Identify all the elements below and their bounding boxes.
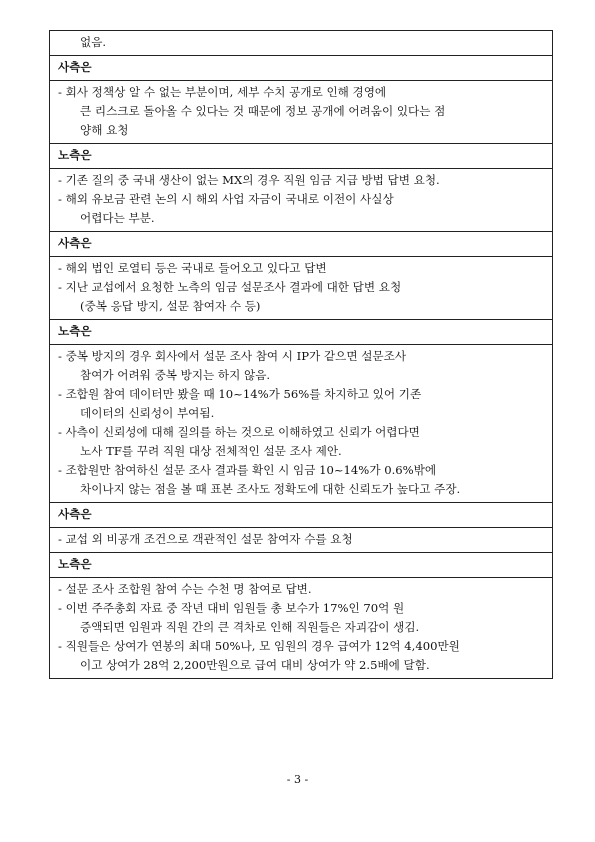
speaker-header-row [50, 56, 553, 81]
speaker-header-row [50, 232, 553, 257]
continued-text: 없음. [80, 35, 107, 49]
content-row [50, 528, 553, 553]
bullet-continuation: 차이나지 않는 점을 볼 때 표본 조사도 정확도에 대한 신뢰도가 높다고 주장. [80, 482, 461, 496]
bullet-continuation: 데이터의 신뢰성이 부여됨. [80, 406, 215, 420]
bullet-item: - 해외 법인 로열티 등은 국내로 들어오고 있다고 답변 [58, 261, 327, 275]
content-row [50, 31, 553, 56]
speaker-label: 노측은 [50, 553, 553, 578]
content-row [50, 81, 553, 144]
bullet-continuation: 양해 요청 [80, 123, 129, 137]
speaker-header-row [50, 553, 553, 578]
content-row [50, 257, 553, 320]
speaker-header-row [50, 320, 553, 345]
content-cell [50, 578, 553, 679]
content-cell [50, 31, 553, 56]
bullet-item: - 이번 주주총회 자료 중 작년 대비 임원들 총 보수가 17%인 70억 원 [58, 601, 405, 615]
bullet-continuation: 참여가 어려워 중복 방지는 하지 않음. [80, 368, 271, 382]
bullet-continuation: 어렵다는 부분. [80, 211, 155, 225]
speaker-label: 사측은 [50, 56, 553, 81]
bullet-continuation: (중복 응답 방지, 설문 참여자 수 등) [80, 299, 261, 313]
content-row [50, 578, 553, 679]
content-cell [50, 257, 553, 320]
content-row [50, 169, 553, 232]
content-cell [50, 169, 553, 232]
bullet-item: - 사측이 신뢰성에 대해 질의를 하는 것으로 이해하였고 신뢰가 어렵다면 [58, 425, 420, 439]
document-page [49, 30, 553, 679]
bullet-continuation: 큰 리스크로 돌아올 수 있다는 것 때문에 정보 공개에 어려움이 있다는 점 [80, 104, 446, 118]
speaker-label: 사측은 [50, 503, 553, 528]
content-row [50, 345, 553, 503]
bullet-continuation: 이고 상여가 28억 2,200만원으로 급여 대비 상여가 약 2.5배에 달함. [80, 658, 430, 672]
minutes-table-body [50, 31, 553, 679]
speaker-label: 사측은 [50, 232, 553, 257]
speaker-label: 노측은 [50, 320, 553, 345]
page-number: - 3 - [286, 773, 309, 786]
content-cell [50, 528, 553, 553]
bullet-item: - 조합원 참여 데이터만 봤을 때 10~14%가 56%를 차지하고 있어 기존 [58, 387, 422, 401]
bullet-item: - 조합원만 참여하신 설문 조사 결과를 확인 시 임금 10~14%가 0.6%밖에 [58, 463, 437, 477]
bullet-item: - 기존 질의 중 국내 생산이 없는 MX의 경우 직원 임금 지급 방법 답변 요청. [58, 173, 440, 187]
speaker-header-row [50, 503, 553, 528]
speaker-label: 노측은 [50, 144, 553, 169]
bullet-item: - 설문 조사 조합원 참여 수는 수천 명 참여로 답변. [58, 582, 312, 596]
bullet-continuation: 노사 TF를 꾸려 직원 대상 전체적인 설문 조사 제안. [80, 444, 342, 458]
bullet-item: - 직원들은 상여가 연봉의 최대 50%나, 모 임원의 경우 급여가 12억 4,400만원 [58, 639, 460, 653]
speaker-header-row [50, 144, 553, 169]
bullet-item: - 회사 정책상 알 수 없는 부분이며, 세부 수치 공개로 인해 경영에 [58, 85, 387, 99]
bullet-item: - 해외 유보금 관련 논의 시 해외 사업 자금이 국내로 이전이 사실상 [58, 192, 394, 206]
bullet-continuation: 증액되면 임원과 직원 간의 큰 격차로 인해 직원들은 자괴감이 생김. [80, 620, 420, 634]
minutes-table [49, 30, 553, 679]
content-cell [50, 345, 553, 503]
bullet-item: - 교섭 외 비공개 조건으로 객관적인 설문 참여자 수를 요청 [58, 532, 353, 546]
bullet-item: - 지난 교섭에서 요청한 노측의 임금 설문조사 결과에 대한 답변 요청 [58, 280, 402, 294]
bullet-item: - 중복 방지의 경우 회사에서 설문 조사 참여 시 IP가 같으면 설문조사 [58, 349, 407, 363]
content-cell [50, 81, 553, 144]
